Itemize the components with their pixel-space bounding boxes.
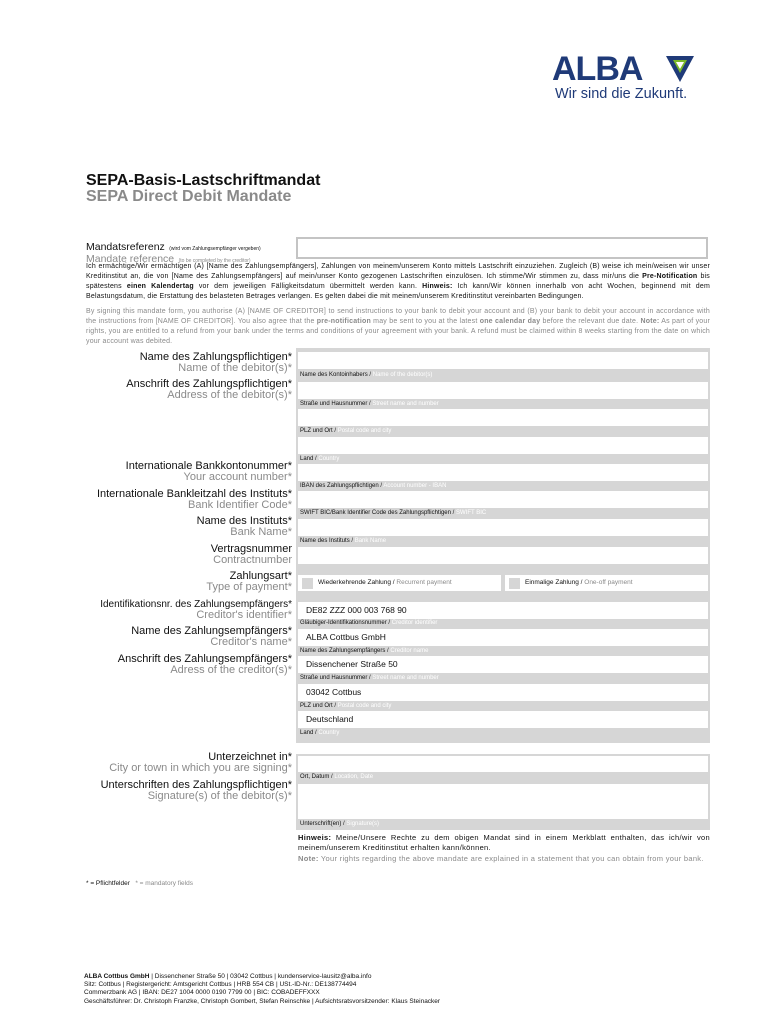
creditor-id-value: DE82 ZZZ 000 003 768 90: [306, 605, 407, 615]
oneoff-payment-label: Einmalige Zahlung / One-off payment: [525, 579, 633, 586]
bank-name-input[interactable]: [298, 519, 708, 536]
signature-input[interactable]: [298, 784, 708, 819]
mandate-text-de: Ich ermächtige/Wir ermächtigen (A) [Name des Zahlungsempfängers], Zahlungen von meinem/unserem Konto mittels Lastschrift einzuziehen. Zugleich (B) weise ich mein/weisen wir unser Kreditinstitut an, die von [Name des Zahlungsempfängers] auf mein/unser Konto gezogenen Lastschriften einzulösen. Ich stimme/Wir stimmen zu, dass mir/uns die Pre-Notification bis spätestens einen Kalendertag vor dem jeweiligen Fälligkeitsdatum übermittelt werden kann. Hinweis: Ich kann/Wir können innerhalb von acht Wochen, beginnend mit dem Belastungsdatum, die Erstattung des belasteten Betrages verlangen. Es gelten dabei die mit meinem/unserem Kreditinstitut vereinbarten Bedingungen.: [86, 263, 710, 300]
creditor-country-value: Deutschland: [306, 714, 354, 724]
signed-in-label: Unterzeichnet in* City or town in which you are signing*: [109, 751, 292, 774]
bic-input[interactable]: [298, 491, 708, 508]
alba-logo-icon: [664, 54, 696, 84]
footer-line-2: Sitz: Cottbus | Registergericht: Amtsgericht Cottbus | HRB 554 CB | USt.-ID-Nr.: DE138774494: [84, 981, 357, 989]
footer: [84, 973, 440, 1006]
mandate-reference-label: Mandatsreferenz (wird vom Zahlungsempfänger vergeben): [86, 241, 261, 253]
country-caption: Land / Country: [300, 456, 340, 462]
creditor-country-field: [298, 711, 708, 728]
account-holder-input[interactable]: [298, 352, 708, 369]
logo-wordmark: ALBA: [552, 50, 643, 88]
hinweis-text: Hinweis: Meine/Unsere Rechte zu dem obigen Mandat sind in einem Merkblatt enthalten, das ich/wir von meinem/unserem Kreditinstitut erhalten kann/können.: [298, 833, 710, 852]
creditor-name-label: Name des Zahlungsempfängers* Creditor's name*: [131, 625, 292, 648]
bic-label: Internationale Bankleitzahl des Instituts* Bank Identifier Code*: [96, 488, 292, 511]
country-input[interactable]: [298, 437, 708, 454]
account-holder-caption: Name des Kontoinhabers / Name of the debitor(s): [300, 372, 433, 378]
iban-caption: IBAN des Zahlungspflichtigen / Account number - IBAN: [300, 483, 447, 489]
payment-type-label: Zahlungsart* Type of payment*: [206, 570, 292, 593]
note-text: Note: Your rights regarding the above mandate are explained in a statement that you can obtain from your bank.: [298, 854, 704, 863]
creditor-address-label: Anschrift des Zahlungsempfängers* Adress of the creditor(s)*: [117, 653, 292, 676]
creditor-name-value: ALBA Cottbus GmbH: [306, 632, 386, 642]
bank-name-caption: Name des Instituts / Bank Name: [300, 538, 387, 544]
oneoff-payment-option[interactable]: [505, 575, 708, 591]
creditor-street-caption: Straße und Hausnummer / Street name and number: [300, 675, 439, 681]
recurring-payment-label: Wiederkehrende Zahlung / Recurrent payment: [318, 579, 452, 586]
footer-line-1: ALBA Cottbus GmbH | Dissenchener Straße 50 | 03042 Cottbus | kundenservice-lausitz@alba.info: [84, 973, 372, 980]
contract-number-input[interactable]: [298, 547, 708, 564]
place-date-caption: Ort, Datum / Location, Date: [300, 774, 374, 780]
signature-caption: Unterschrift(en) / Signature(s): [300, 821, 380, 827]
footer-line-3: Commerzbank AG | IBAN: DE27 1004 0000 0190 7799 00 | BIC: COBADEFFXXX: [84, 989, 320, 997]
mandate-reference-input[interactable]: [296, 237, 708, 259]
required-fields-legend: * = Pflichtfelder * = mandatory fields: [86, 880, 193, 887]
creditor-country-caption: Land / Country: [300, 730, 340, 736]
creditor-id-caption: Gläubiger-Identifikationsnummer / Creditor identifier: [300, 620, 438, 626]
debtor-name-label: Name des Zahlungspflichtigen* Name of the debitor(s)*: [139, 351, 292, 374]
bic-caption: SWIFT BIC/Bank Identifier Code des Zahlungspflichtigen / SWIFT BIC: [300, 510, 487, 516]
creditor-name-caption: Name des Zahlungsempfängers / Creditor name: [300, 648, 429, 654]
mandate-reference-label-en: Mandate reference (to be completed by the creditor): [86, 253, 251, 265]
recurring-payment-checkbox[interactable]: [302, 578, 313, 589]
postal-input[interactable]: [298, 409, 708, 426]
street-input[interactable]: [298, 382, 708, 399]
footer-line-4: Geschäftsführer: Dr. Christoph Franzke, Christoph Gombert, Stefan Reinschke | Aufsichtsratsvorsitzender: Klaus Steinacker: [84, 997, 441, 1005]
debtor-address-label: Anschrift des Zahlungspflichtigen* Address of the debitor(s)*: [126, 378, 292, 401]
creditor-id-label: Identifikationsnr. des Zahlungsempfängers* Creditor's identifier*: [100, 599, 292, 621]
signatures-label: Unterschriften des Zahlungspflichtigen* Signature(s) of the debitor(s)*: [100, 779, 292, 802]
oneoff-payment-checkbox[interactable]: [509, 578, 520, 589]
page-subtitle: SEPA Direct Debit Mandate: [86, 188, 292, 205]
creditor-postal-value: 03042 Cottbus: [306, 687, 362, 697]
iban-label: Internationale Bankkontonummer* Your account number*: [125, 460, 292, 483]
iban-input[interactable]: [298, 464, 708, 481]
postal-caption: PLZ und Ort / Postal code and city: [300, 428, 392, 434]
page-title: SEPA-Basis-Lastschriftmandat: [86, 172, 321, 189]
creditor-postal-caption: PLZ und Ort / Postal code and city: [300, 703, 392, 709]
logo-tagline: Wir sind die Zukunft.: [555, 86, 688, 102]
bank-name-label: Name des Instituts* Bank Name*: [196, 515, 292, 538]
street-caption: Straße und Hausnummer / Street name and number: [300, 401, 439, 407]
place-date-input[interactable]: [298, 756, 708, 772]
mandate-text-en: By signing this mandate form, you authorise (A) [NAME OF CREDITOR] to send instructions to your bank to debit your account and (B) your bank to debit your account in accordance with the instructions from [NAME OF CREDITOR]. You also agree that the pre-notification may be sent to you at the latest one calendar day before the relevant due date. Note: As part of your rights, you are entitled to a refund from your bank under the terms and conditions of your agreement with your bank. A refund must be claimed within 8 weeks starting from the date on which your account was debited.: [86, 308, 711, 345]
contract-number-label: Vertragsnummer Contractnumber: [210, 543, 292, 566]
recurring-payment-option[interactable]: [298, 575, 501, 591]
creditor-street-value: Dissenchener Straße 50: [306, 659, 398, 669]
